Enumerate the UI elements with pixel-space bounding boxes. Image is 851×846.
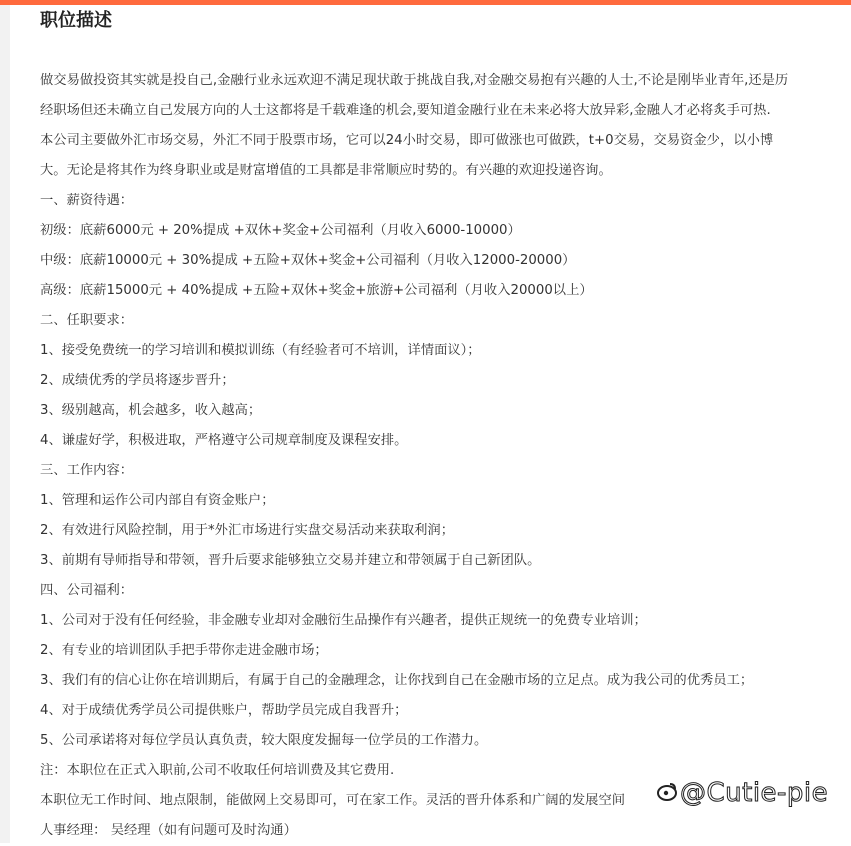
duty-item: 1、管理和运作公司内部自有资金账户； bbox=[40, 493, 275, 508]
salary-junior: 初级：底薪6000元 + 20%提成 +双休+奖金+公司福利（月收入6000-10000） bbox=[40, 223, 521, 238]
duties-heading: 三、工作内容： bbox=[40, 463, 134, 478]
duty-item: 2、有效进行风险控制，用于*外汇市场进行实盘交易活动来获取利润； bbox=[40, 523, 455, 538]
benefit-item: 4、对于成绩优秀学员公司提供账户，帮助学员完成自我晋升； bbox=[40, 703, 408, 718]
left-rail bbox=[0, 5, 10, 843]
salary-heading: 一、薪资待遇： bbox=[40, 193, 134, 208]
description-body bbox=[40, 66, 840, 846]
duty-item: 3、前期有导师指导和带领，晋升后要求能够独立交易并建立和带领属于自己新团队。 bbox=[40, 553, 541, 568]
hr-contact-line: 人事经理： 吴经理（如有问题可及时沟通） bbox=[40, 823, 297, 838]
requirement-item: 2、成绩优秀的学员将逐步晋升； bbox=[40, 373, 235, 388]
note-line: 注：本职位在正式入职前,公司不收取任何培训费及其它费用. bbox=[40, 763, 395, 778]
paragraph-line: 经职场但还未确立自己发展方向的人士这都将是千载难逢的机会,要知道金融行业在未来必将大放异彩,金融人才必将炙手可热. bbox=[40, 103, 771, 118]
requirement-item: 4、谦虚好学，积极进取，严格遵守公司规章制度及课程安排。 bbox=[40, 433, 408, 448]
requirements-heading: 二、任职要求： bbox=[40, 313, 134, 328]
salary-senior: 高级：底薪15000元 + 40%提成 +五险+双休+奖金+旅游+公司福利（月收入20000以上） bbox=[40, 283, 593, 298]
requirement-item: 1、接受免费统一的学习培训和模拟训练（有经验者可不培训，详情面议）； bbox=[40, 343, 481, 358]
benefit-item: 2、有专业的培训团队手把手带你走进金融市场； bbox=[40, 643, 328, 658]
weibo-logo-icon bbox=[656, 778, 678, 808]
watermark bbox=[656, 778, 828, 808]
requirement-item: 3、级别越高，机会越多，收入越高； bbox=[40, 403, 262, 418]
benefit-item: 5、公司承诺将对每位学员认真负责，较大限度发掘每一位学员的工作潜力。 bbox=[40, 733, 488, 748]
salary-mid: 中级：底薪10000元 + 30%提成 +五险+双休+奖金+公司福利（月收入12000-20000） bbox=[40, 253, 576, 268]
paragraph-line: 大。无论是将其作为终身职业或是财富增值的工具都是非常顺应时势的。有兴趣的欢迎投递咨询。 bbox=[40, 163, 612, 178]
watermark-text: @Cutie-pie bbox=[680, 778, 829, 808]
paragraph-line: 做交易做投资其实就是投自己,金融行业永远欢迎不满足现状敢于挑战自我,对金融交易抱有兴趣的人士,不论是刚毕业青年,还是历 bbox=[40, 73, 789, 88]
job-description-panel bbox=[40, 5, 840, 846]
benefits-heading: 四、公司福利： bbox=[40, 583, 134, 598]
paragraph-line: 本公司主要做外汇市场交易，外汇不同于股票市场，它可以24小时交易，即可做涨也可做跌，t+0交易，交易资金少，以小博 bbox=[40, 133, 774, 148]
benefit-item: 3、我们有的信心让你在培训期后，有属于自己的金融理念，让你找到自己在金融市场的立足点。成为我公司的优秀员工； bbox=[40, 673, 754, 688]
benefit-item: 1、公司对于没有任何经验，非金融专业却对金融衍生品操作有兴趣者，提供正规统一的免费专业培训； bbox=[40, 613, 647, 628]
section-title: 职位描述 bbox=[40, 10, 112, 31]
work-mode-line: 本职位无工作时间、地点限制，能做网上交易即可，可在家工作。灵活的晋升体系和广阔的发展空间 bbox=[40, 793, 626, 808]
